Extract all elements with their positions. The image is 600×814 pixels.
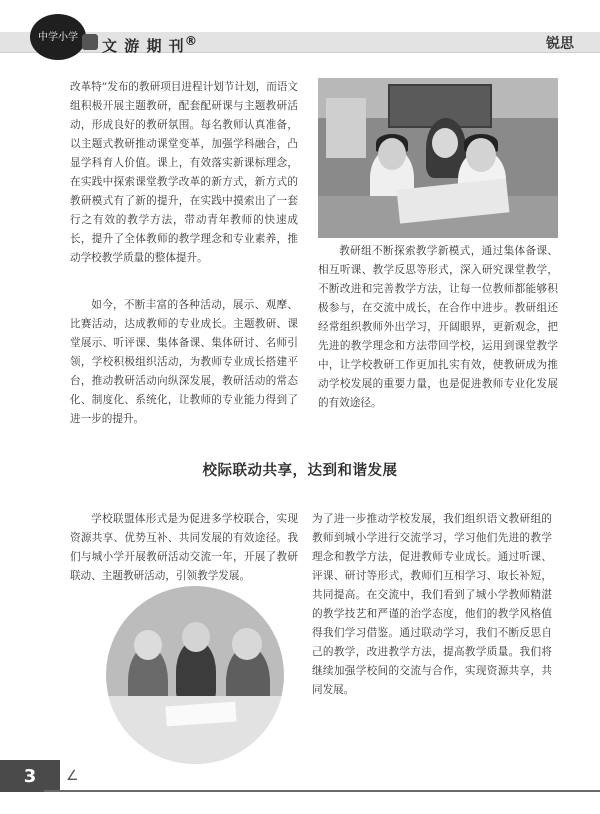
- classroom-photo: [318, 78, 558, 238]
- right-top-paragraph: 教研组不断探索教学新模式，通过集体备课、相互听课、教学反思等形式，深入研究课堂教学，不断改进和完善教学方法，让每一位教师都能够积极参与，在交流中成长，在合作中进步。教研组还经常组织教师外出学习，开阔眼界，更新观念，把先进的教学理念和方法带回学校，运用到课堂教学中，让学校教研工作更加扎实有效，使教研成为推动学校发展的重要力量，也是促进教师专业化发展的有效途径。: [318, 245, 558, 409]
- section-title: 锐思: [546, 36, 574, 52]
- right-bottom-paragraph: 为了进一步推动学校发展，我们组织语文教研组的教师到城小学进行交流学习，学习他们先进的教学理念和教学方法，促进教师专业成长。通过听课、评课、研讨等形式，教师们互相学习、取长补短，共同提高。在交流中，我们看到了城小学教师精湛的教学技艺和严谨的治学态度，他们的教学风格值得我们学习借鉴。通过联动学习，我们不断反思自己的教学，改进教学方法，提高教学质量。我们将继续加强学校间的交流与合作，实现资源共享，共同发展。: [312, 513, 552, 696]
- left-bottom-paragraph: 学校联盟体形式是为促进多学校联合，实现资源共享、优势互补、共同发展的有效途径。我们与城小学开展教研活动交流一年，开展了教研联动、主题教研活动，引领教学发展。: [70, 513, 298, 582]
- left-middle-paragraph: 如今，不断丰富的各种活动，展示、观摩、比赛活动，达成教师的专业成长。主题教研、课堂展示、听评课、集体备课、集体研讨、名师引领，学校积极组织活动，为教师专业成长搭建平台，推动教研活动向纵深发展，教研活动的常态化、制度化、系统化，让教师的专业能力得到了进一步的提升。: [70, 299, 298, 425]
- journal-logo-icon: [82, 34, 98, 50]
- journal-title: 文 游 期 刊®: [102, 33, 199, 55]
- page-number: 3: [0, 760, 60, 792]
- header-badge-logo: 中学小学: [30, 14, 86, 60]
- footer-rule: [44, 790, 600, 792]
- section-subheading: 校际联动共享，达到和谐发展: [202, 463, 398, 479]
- left-top-paragraph: 改革特”发布的教研项目进程计划节计划，而语文组积极开展主题教研，配套配研课与主题教研活动，形成良好的教研氛围。每名教师认真准备，以主题式教研推动课堂变革，加强学科融合，凸显学科育人价值。课上，有效落实新课标理念，在实践中探索课堂教学改革的新方式，新方式的教研模式有了新的提升，在实践中摸索出了一套行之有效的教学方法，带动青年教师的快速成长，提升了全体教师的教学理念和专业素养，推动学校教学质量的整体提升。: [70, 81, 298, 264]
- footer-mark-icon: ∠: [66, 768, 79, 784]
- page-header: [0, 0, 600, 66]
- group-activity-photo: [106, 586, 284, 764]
